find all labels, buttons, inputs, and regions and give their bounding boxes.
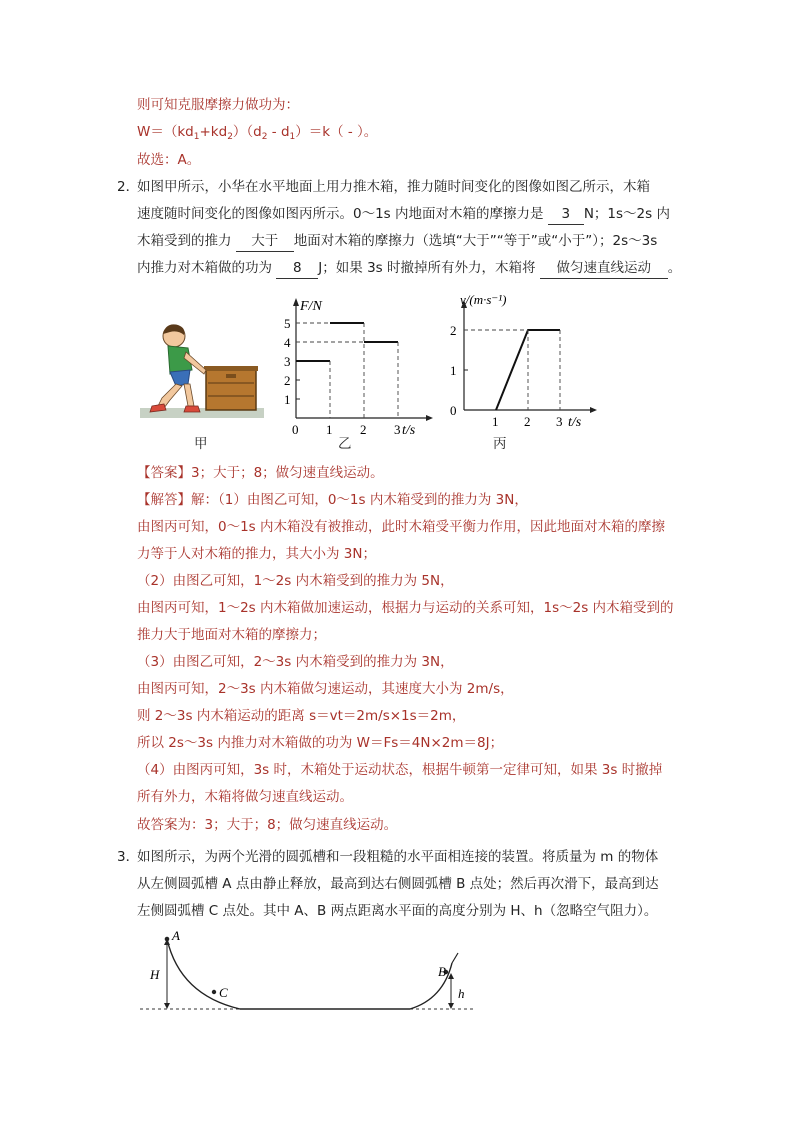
blank-2: 大于: [236, 231, 294, 252]
q2-line-1: 如图甲所示，小华在水平地面上用力推木箱，推力随时间变化的图像如图乙所示，木箱: [137, 179, 650, 195]
blank-1: 3: [548, 204, 584, 225]
solution-line-10: 所以 2s～3s 内推力对木箱做的功为 W＝Fs＝4N×2m＝8J；: [137, 735, 504, 751]
solution-line-9: 则 2～3s 内木箱运动的距离 s＝vt＝2m/s×1s＝2m，: [137, 708, 466, 724]
solution-line-8: 由图丙可知，2～3s 内木箱做匀速运动，其速度大小为 2m/s，: [137, 681, 514, 697]
x-tick-label: 1: [326, 422, 333, 436]
x-tick-label: 2: [524, 414, 531, 429]
solution-line-3: 力等于人对木箱的推力，其大小为 3N；: [137, 546, 376, 562]
blank-3: 8: [276, 258, 318, 279]
solution-line-1: 【解答】解：（1）由图乙可知，0～1s 内木箱受到的推力为 3N，: [137, 492, 528, 508]
solution-tag: 【解答】: [137, 492, 191, 508]
q3-line-3: 左侧圆弧槽 C 点处。其中 A、B 两点距离水平面的高度分别为 H、h（忽略空气阻力）。: [137, 903, 658, 919]
x-axis-label: t/s: [402, 423, 416, 436]
boy-pushing-box-illustration: [140, 322, 264, 418]
y-axis-label: F/N: [300, 299, 322, 314]
solution-line-7: （3）由图乙可知，2～3s 内木箱受到的推力为 3N，: [137, 654, 454, 670]
caption-jia: 甲: [194, 436, 208, 452]
q2-line-2: 速度随时间变化的图像如图丙所示。0～1s 内地面对木箱的摩擦力是 3 N；1s～2s 内: [137, 204, 670, 225]
x-axis-arrow: [426, 415, 433, 421]
track-curve: [167, 939, 452, 1009]
answer-line: [137, 463, 384, 483]
caption-yi: 乙: [338, 436, 352, 452]
prev-formula: $W=(kd_1+kd_2)(d_2 - d_1)=k$（ - ）。: [137, 124, 378, 142]
force-time-chart: [276, 296, 436, 436]
q3-line-2: 从左侧圆弧槽 A 点由静止释放，最高到达右侧圆弧槽 B 点处；然后再次滑下，最高到达: [137, 876, 659, 892]
blank-4: 做匀速直线运动: [540, 258, 668, 279]
y-tick-label: 0: [450, 403, 457, 418]
solution-line-5: 由图丙可知，1～2s 内木箱做加速运动，根据力与运动的关系可知，1s～2s 内木箱受到的: [137, 600, 674, 616]
answer-text: 3；大于；8；做匀速直线运动。: [191, 465, 384, 481]
final-answer: 故答案为：3；大于；8；做匀速直线运动。: [137, 817, 398, 833]
label-big-h: H: [150, 967, 160, 982]
x-tick-label: 3: [394, 422, 401, 436]
answer-tag: 【答案】: [137, 465, 191, 481]
track-end: [452, 953, 458, 963]
x-tick-label: 1: [492, 414, 499, 429]
y-axis-arrow: [293, 298, 299, 306]
y-tick-label: 5: [284, 316, 291, 331]
x-axis-label: t/s: [568, 415, 582, 430]
solution-line-11: （4）由图丙可知，3s 时，木箱处于运动状态，根据牛顿第一定律可知，如果 3s 时撤掉: [137, 762, 663, 778]
point-c: [212, 990, 216, 994]
arc-track-diagram: [140, 925, 480, 1017]
y-tick-label: 3: [284, 354, 291, 369]
x-tick-label: 3: [556, 414, 563, 429]
x-tick-label: 2: [360, 422, 367, 436]
solution-line-6: 推力大于地面对木箱的摩擦力；: [137, 627, 326, 643]
caption-bing: 丙: [493, 436, 507, 452]
solution-line-4: （2）由图乙可知，1～2s 内木箱受到的推力为 5N，: [137, 573, 454, 589]
x-tick-label: 0: [292, 422, 299, 436]
y-tick-label: 2: [284, 373, 291, 388]
prev-choice: 故选：A。: [137, 152, 201, 168]
y-tick-label: 2: [450, 323, 457, 338]
q3-line-1: 如图所示，为两个光滑的圆弧槽和一段粗糙的水平面相连接的装置。将质量为 m 的物体: [137, 849, 659, 865]
q2-number: 2．: [117, 179, 140, 195]
y-tick-label: 1: [450, 363, 457, 378]
solution-line-12: 所有外力，木箱将做匀速直线运动。: [137, 789, 353, 805]
q2-line-4: 内推力对木箱做的功为 8 J；如果 3s 时撤掉所有外力，木箱将 做匀速直线运动 。: [137, 258, 681, 279]
solution-line-2: 由图丙可知，0～1s 内木箱没有被推动，此时木箱受平衡力作用，因此地面对木箱的摩擦: [137, 519, 666, 535]
y-tick-label: 1: [284, 392, 291, 407]
label-c: C: [219, 985, 228, 1000]
label-b: B: [438, 964, 446, 979]
label-small-h: h: [458, 986, 465, 1001]
prev-work-line: 则可知克服摩擦力做功为：: [137, 97, 299, 113]
y-axis-label: v/(m·s⁻¹): [460, 292, 507, 307]
x-axis-arrow: [590, 407, 597, 413]
velocity-time-chart: [442, 290, 602, 436]
q2-line-3: 木箱受到的推力 大于 地面对木箱的摩擦力（选填“大于”“等于”或“小于”）；2s～3s: [137, 231, 657, 252]
q3-number: 3．: [117, 849, 140, 865]
label-a: A: [172, 928, 180, 943]
y-tick-label: 4: [284, 335, 291, 350]
velocity-line: [496, 330, 560, 410]
